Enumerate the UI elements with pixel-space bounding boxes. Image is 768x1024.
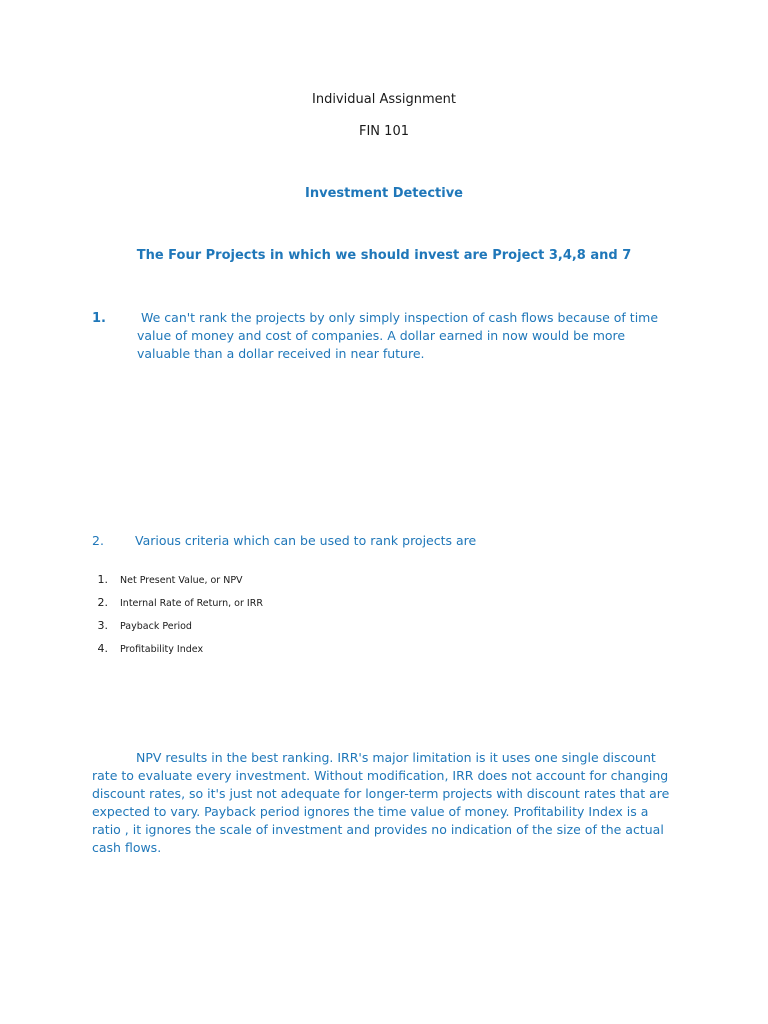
list-item-number: 3. xyxy=(97,619,108,632)
list-item xyxy=(88,573,263,596)
list-item-label: Internal Rate of Return, or IRR xyxy=(120,598,263,609)
question-1-number: 1. xyxy=(92,311,106,326)
list-item xyxy=(88,619,263,642)
question-1-line-1: We can't rank the projects by only simply inspection of cash flows because of time xyxy=(141,310,659,325)
header-line-2: FIN 101 xyxy=(359,124,409,139)
list-item-number: 4. xyxy=(97,642,108,655)
conclusion-line-6: cash flows. xyxy=(92,840,162,855)
conclusion-line-2: rate to evaluate every investment. Without modification, IRR does not account for changing xyxy=(92,768,669,783)
list-item-number: 1. xyxy=(97,573,108,586)
question-2-text: Various criteria which can be used to rank projects are xyxy=(135,533,477,548)
list-item-number: 2. xyxy=(97,596,108,609)
document-subtitle: The Four Projects in which we should invest are Project 3,4,8 and 7 xyxy=(136,248,632,263)
header-line-1: Individual Assignment xyxy=(312,92,456,107)
list-item-label: Net Present Value, or NPV xyxy=(120,575,243,586)
document-title: Investment Detective xyxy=(305,186,463,201)
list-item xyxy=(88,642,263,665)
conclusion-paragraph xyxy=(92,749,678,857)
list-item-label: Profitability Index xyxy=(120,644,204,655)
criteria-list xyxy=(88,573,263,665)
question-1-line-2: value of money and cost of companies. A dollar earned in now would be more xyxy=(137,328,626,343)
conclusion-line-5: ratio , it ignores the scale of investment and provides no indication of the size of the actual xyxy=(92,822,664,837)
conclusion-line-1: NPV results in the best ranking. IRR's major limitation is it uses one single discount xyxy=(136,750,656,765)
list-item-label: Payback Period xyxy=(120,621,192,632)
conclusion-line-3: discount rates, so it's just not adequate for longer-term projects with discount rates that are xyxy=(92,786,670,801)
question-2-number: 2. xyxy=(92,533,104,548)
conclusion-line-4: expected to vary. Payback period ignores the time value of money. Profitability Index is a xyxy=(92,804,649,819)
question-1-answer xyxy=(137,309,697,363)
list-item xyxy=(88,596,263,619)
question-1-line-3: valuable than a dollar received in near future. xyxy=(137,346,425,361)
